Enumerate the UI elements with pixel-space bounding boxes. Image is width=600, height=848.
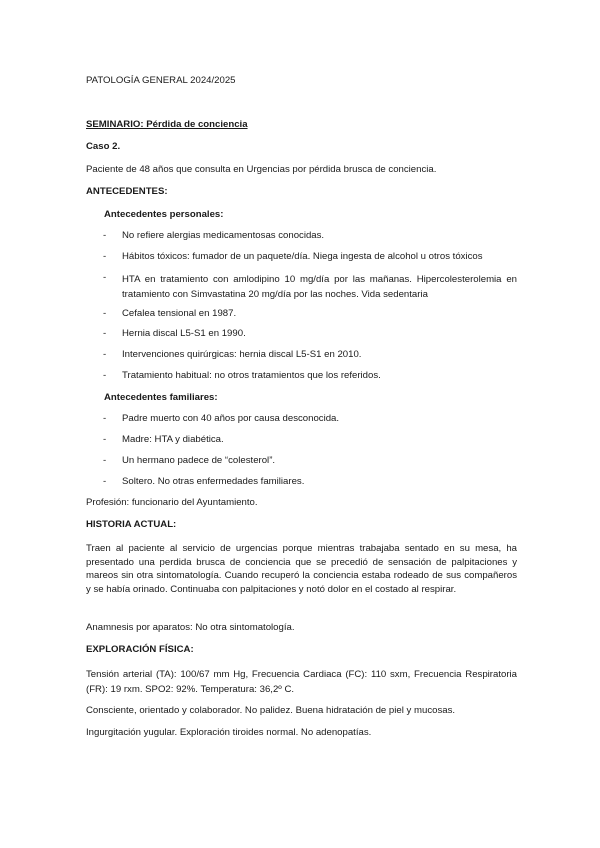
exploracion-vitals: Tensión arterial (TA): 100/67 mm Hg, Frecuencia Cardiaca (FC): 110 sxm, Frecuencia Respiratoria (FR): 19 rxm. SPO2: 92%. Temperatura: 36,2º C.	[86, 669, 517, 695]
list-item: Soltero. No otras enfermedades familiares.	[122, 476, 305, 487]
list-item: No refiere alergias medicamentosas conocidas.	[122, 230, 325, 241]
historia-heading: HISTORIA ACTUAL:	[86, 519, 177, 530]
seminar-title: SEMINARIO: Pérdida de conciencia	[86, 119, 248, 130]
antecedentes-heading: ANTECEDENTES:	[86, 186, 168, 197]
exploracion-heading: EXPLORACIÓN FÍSICA:	[86, 644, 194, 655]
list-item: Hábitos tóxicos: fumador de un paquete/día. Niega ingesta de alcohol u otros tóxicos	[122, 251, 483, 262]
list-dash: -	[103, 455, 107, 466]
list-dash: -	[103, 413, 107, 424]
list-item: Tratamiento habitual: no otros tratamientos que los referidos.	[122, 370, 381, 381]
list-item: Madre: HTA y diabética.	[122, 434, 224, 445]
list-dash: -	[103, 434, 107, 445]
list-dash: -	[103, 230, 107, 241]
antecedentes-familiares-heading: Antecedentes familiares:	[104, 392, 218, 403]
list-dash: -	[103, 328, 107, 339]
list-item: Intervenciones quirúrgicas: hernia discal L5-S1 en 2010.	[122, 349, 362, 360]
list-dash: -	[103, 476, 107, 487]
profesion-line: Profesión: funcionario del Ayuntamiento.	[86, 497, 258, 508]
list-dash: -	[103, 349, 107, 360]
list-item: Cefalea tensional en 1987.	[122, 308, 237, 319]
anamnesis-line: Anamnesis por aparatos: No otra sintomatología.	[86, 622, 295, 633]
list-item: Un hermano padece de “colesterol”.	[122, 455, 276, 466]
historia-text: Traen al paciente al servicio de urgencias porque mientras trabajaba sentado en su mesa, ha presentado una perdida brusca de conciencia que se precedió de sensación de palpitaciones y mareos sin otra sintomatología. Cuando recuperó la conciencia estaba rodeado de sus compañeros y se había orinado. Continuaba con palpitaciones y notó dolor en el costado al respirar.	[86, 543, 517, 596]
exploracion-general: Consciente, orientado y colaborador. No palidez. Buena hidratación de piel y mucosas.	[86, 705, 456, 716]
case-intro: Paciente de 48 años que consulta en Urgencias por pérdida brusca de conciencia.	[86, 164, 437, 175]
exploracion-cuello: Ingurgitación yugular. Exploración tiroides normal. No adenopatías.	[86, 727, 372, 738]
antecedentes-personales-heading: Antecedentes personales:	[104, 209, 224, 220]
list-item: Hernia discal L5-S1 en 1990.	[122, 328, 246, 339]
case-label: Caso 2.	[86, 141, 121, 152]
list-dash: -	[103, 251, 107, 262]
list-dash: -	[103, 272, 107, 283]
course-header: PATOLOGÍA GENERAL 2024/2025	[86, 75, 236, 86]
list-item: HTA en tratamiento con amlodipino 10 mg/día por las mañanas. Hipercolesterolemia en tratamiento con Simvastatina 20 mg/día por las noches. Vida sedentaria	[122, 274, 517, 300]
list-dash: -	[103, 308, 107, 319]
list-item: Padre muerto con 40 años por causa desconocida.	[122, 413, 340, 424]
list-dash: -	[103, 370, 107, 381]
